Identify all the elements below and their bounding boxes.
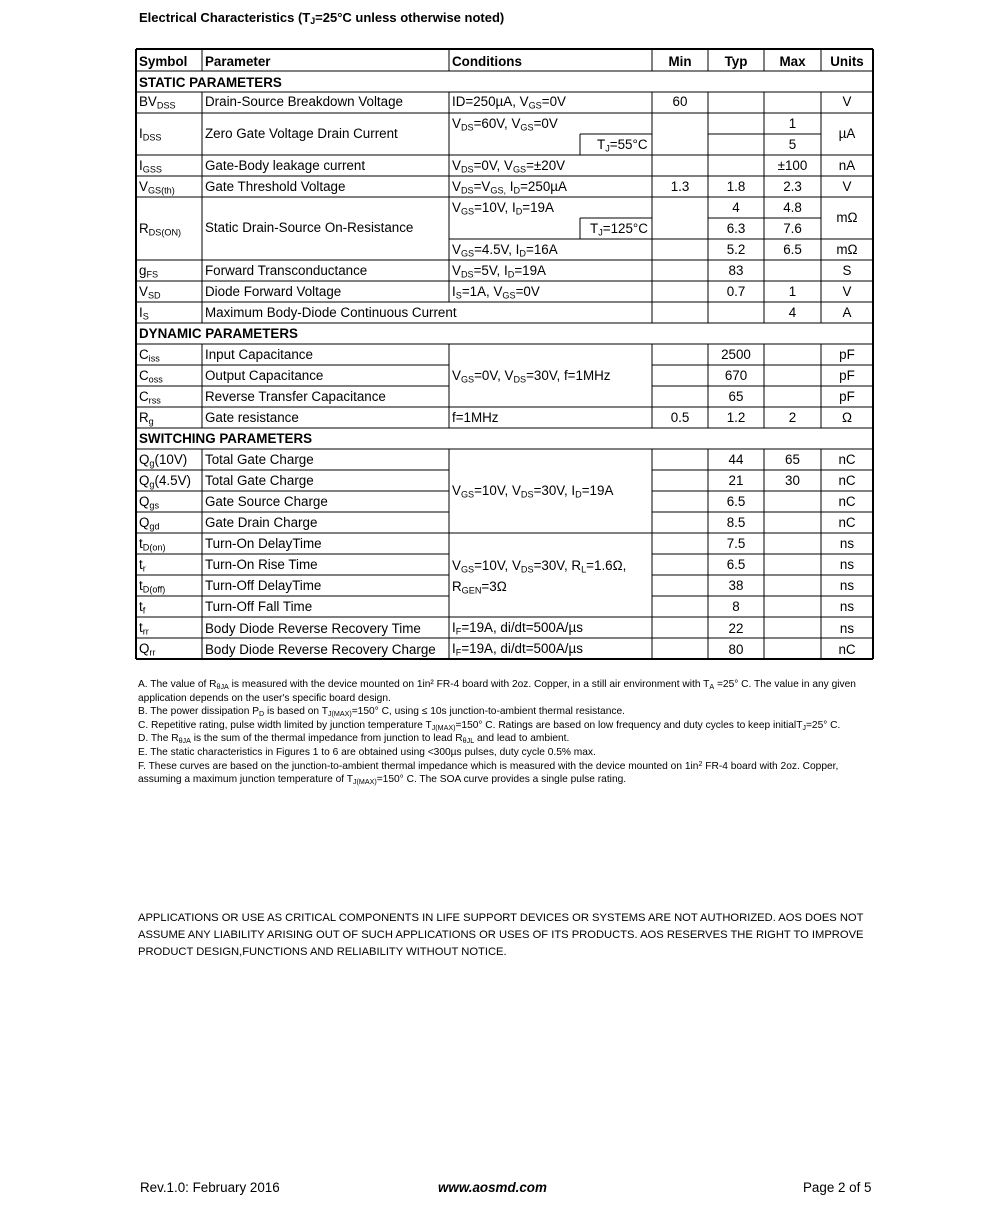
units-tdon: ns [839,536,855,551]
param-igss: Gate-Body leakage current [205,158,366,173]
cond-rdson-1: $V_{GS}=10V$, $I_D=19A$ [452,200,554,217]
note-f: F. These curves are based on the junction-to-ambient thermal impedance which is measured with the device mounted on $1in^2$ FR-4 board with 2oz. Copper, assuming a maximum junction temperature of TJ(MAX)=150° C. The SOA curve provides a single pulse rating. [138,759,839,786]
symbol-rdson: $R_{DS(ON)}$ [139,221,182,238]
typ-qgs: 6.5 [726,494,746,509]
cond-vgsth: $V_{DS}=V_{GS,}$ $I_D=250\mu A$ [452,179,567,196]
param-vgsth: Gate Threshold Voltage [205,179,346,194]
note-b: B. The power dissipation PD is based on TJ(MAX)=150° C, using ≤ 10s junction-to-ambient thermal resistance. [138,706,625,718]
units-rdson-3: mΩ [836,242,858,257]
section-static: STATIC PARAMETERS [139,75,282,90]
max-idss-2: 5 [788,137,797,152]
symbol-tdon: $t_{D(on)}$ [139,536,166,553]
typ-gfs: 83 [728,263,744,278]
cond-switching-1: $V_{GS}=10V$, $V_{DS}=30V$, $R_L=1.6\Omega$, [452,558,627,575]
units-qrr: nC [838,642,856,657]
footnotes [138,678,858,787]
units-crss: pF [839,389,855,404]
param-tdon: Turn-On DelayTime [205,536,322,551]
max-rdson-3: 6.5 [783,242,802,257]
symbol-trr: $t_{rr}$ [139,620,149,637]
units-vsd: V [842,284,852,299]
param-qgs: Gate Source Charge [205,494,328,509]
symbol-qgs: $Q_{gs}$ [139,494,160,511]
param-qg10: Total Gate Charge [205,452,314,467]
param-tdoff: Turn-Off DelayTime [205,578,322,593]
typ-rg: 1.2 [726,410,746,425]
typ-rdson-2: 6.3 [726,221,746,236]
symbol-coss: $C_{oss}$ [139,368,163,385]
typ-tf: 8 [732,599,740,614]
max-igss: ±100 [777,158,808,173]
max-qg10: 65 [785,452,800,467]
note-d: D. The RθJA is the sum of the thermal impedance from junction to lead RθJL and lead to ambient. [138,733,570,746]
param-is: Maximum Body-Diode Continuous Current [205,305,457,320]
col-header-parameter: Parameter [205,54,271,69]
units-is: A [842,305,852,320]
min-rg: 0.5 [670,410,690,425]
param-qrr: Body Diode Reverse Recovery Charge [205,642,436,657]
section-dynamic: DYNAMIC PARAMETERS [139,326,298,341]
typ-rdson-1: 4 [732,200,740,215]
max-is: 4 [788,305,797,320]
symbol-igss: $I_{GSS}$ [139,158,162,175]
param-qg45: Total Gate Charge [205,473,314,488]
cond-rdson-tj: $T_J=125^\circ C$ [590,221,648,238]
cond-idss: $V_{DS}=60V$, $V_{GS}=0V$ [452,116,558,133]
units-idss: µA [838,126,856,141]
typ-qg10: 44 [728,452,744,467]
page-heading: Electrical Characteristics ($T_J=25^\circ C$ unless otherwise noted) [139,10,505,27]
typ-coss: 670 [724,368,748,383]
typ-ciss: 2500 [721,347,751,362]
param-qgd: Gate Drain Charge [205,515,318,530]
symbol-rg: $R_g$ [139,410,154,427]
col-header-max: Max [779,54,806,69]
units-tr: ns [839,557,855,572]
param-bvdss: Drain-Source Breakdown Voltage [205,94,403,109]
param-coss: Output Capacitance [205,368,324,383]
cond-rdson-3: $V_{GS}=4.5V$, $I_D=16A$ [452,242,558,259]
note-e: E. The static characteristics in Figures 1 to 6 are obtained using <300µs pulses, duty cycle 0.5% max. [138,746,596,758]
cond-gfs: $V_{DS}=5V$, $I_D=19A$ [452,263,546,280]
param-vsd: Diode Forward Voltage [205,284,342,299]
symbol-qrr: $Q_{rr}$ [139,641,156,658]
footer-revision: Rev.1.0: February 2016 [140,1180,280,1195]
symbol-vgsth: $V_{GS(th)}$ [139,179,175,196]
typ-qrr: 80 [728,642,744,657]
symbol-is: $I_S$ [139,305,149,322]
note-c: C. Repetitive rating, pulse width limited by junction temperature TJ(MAX)=150° C. Ratings are based on low frequency and duty cycles to keep initialTJ=25° C. [138,719,841,732]
max-qg45: 30 [785,473,800,488]
typ-qgd: 8.5 [726,515,746,530]
symbol-qg45: $Q_g(4.5V)$ [139,473,191,490]
units-rg: Ω [841,410,852,425]
units-igss: nA [838,158,856,173]
cond-dynamic: $V_{GS}=0V$, $V_{DS}=30V$, f=1MHz [452,368,611,385]
min-bvdss: 60 [672,94,688,109]
symbol-tf: $t_f$ [139,599,146,616]
cond-igss: $V_{DS}=0V$, $V_{GS}=\pm 20V$ [452,158,566,175]
typ-tdon: 7.5 [726,536,746,551]
param-ciss: Input Capacitance [205,347,313,362]
typ-vsd: 0.7 [726,284,746,299]
param-tr: Turn-On Rise Time [205,557,318,572]
max-rdson-2: 7.6 [783,221,802,236]
cond-qrr: $I_F=19A$, di/dt=500A/µs [452,641,583,658]
typ-rdson-3: 5.2 [726,242,746,257]
typ-qg45: 21 [728,473,744,488]
units-qg10: nC [838,452,856,467]
param-crss: Reverse Transfer Capacitance [205,389,386,404]
param-trr: Body Diode Reverse Recovery Time [205,621,421,636]
units-qgs: nC [838,494,856,509]
units-qg45: nC [838,473,856,488]
typ-tdoff: 38 [728,578,744,593]
max-vgsth: 2.3 [783,179,802,194]
section-switching: SWITCHING PARAMETERS [139,431,313,446]
note-a: A. The value of RθJA is measured with the device mounted on 1in² FR-4 board with 2oz. Copper, in a still air environment with TA =25° C. The value in any given application depends on the user's specific board design. [138,679,856,704]
units-vgsth: V [842,179,852,194]
col-header-min: Min [668,54,692,69]
units-qgd: nC [838,515,856,530]
cond-rg: f=1MHz [452,410,499,425]
symbol-gfs: $g_{FS}$ [139,263,159,280]
col-header-conditions: Conditions [452,54,522,69]
col-header-symbol: Symbol [139,54,188,69]
units-gfs: S [842,263,852,278]
col-header-units: Units [830,54,864,69]
param-idss: Zero Gate Voltage Drain Current [205,126,398,141]
disclaimer: APPLICATIONS OR USE AS CRITICAL COMPONENTS IN LIFE SUPPORT DEVICES OR SYSTEMS ARE NOT AUTHORIZED. AOS DOES NOT ASSUME ANY LIABILITY ARISING OUT OF SUCH APPLICATIONS OR USES OF ITS PRODUCTS. AOS RESERVES THE RIGHT TO IMPROVE PRODUCT DESIGN,FUNCTIONS AND RELIABILITY WITHOUT NOTICE. [138,912,864,959]
param-rg: Gate resistance [205,410,299,425]
param-tf: Turn-Off Fall Time [205,599,313,614]
cond-gate-charge: $V_{GS}=10V$, $V_{DS}=30V$, $I_D=19A$ [452,483,614,500]
max-rdson-1: 4.8 [783,200,802,215]
units-coss: pF [839,368,855,383]
typ-trr: 22 [728,621,744,636]
symbol-crss: $C_{rss}$ [139,389,161,406]
param-gfs: Forward Transconductance [205,263,368,278]
units-tf: ns [839,599,855,614]
footer-page-number: Page 2 of 5 [803,1180,872,1195]
min-vgsth: 1.3 [670,179,690,194]
symbol-idss: $I_{DSS}$ [139,126,162,143]
units-ciss: pF [839,347,855,362]
symbol-bvdss: $BV_{DSS}$ [139,94,176,111]
footer-website[interactable]: www.aosmd.com [438,1180,547,1195]
cond-trr: $I_F=19A$, di/dt=500A/µs [452,620,583,637]
typ-crss: 65 [728,389,744,404]
typ-tr: 6.5 [726,557,746,572]
max-idss-1: 1 [788,116,797,131]
col-header-typ: Typ [724,54,748,69]
units-tdoff: ns [839,578,855,593]
symbol-qg10: $Q_g(10V)$ [139,452,188,469]
cond-vsd: $I_S=1A$, $V_{GS}=0V$ [452,284,540,301]
symbol-tdoff: $t_{D(off)}$ [139,578,166,595]
symbol-vsd: $V_{SD}$ [139,284,161,301]
units-bvdss: V [842,94,852,109]
param-rdson: Static Drain-Source On-Resistance [205,220,414,235]
units-rdson-12: mΩ [836,210,858,225]
symbol-qgd: $Q_{gd}$ [139,515,160,532]
max-vsd: 1 [788,284,797,299]
cond-idss-tj: $T_J=55^\circ C$ [597,137,648,154]
units-trr: ns [839,621,855,636]
cond-switching-2: $R_{GEN}=3\Omega$ [452,579,507,596]
max-rg: 2 [788,410,797,425]
symbol-ciss: $C_{iss}$ [139,347,160,364]
typ-vgsth: 1.8 [726,179,746,194]
symbol-tr: $t_r$ [139,557,146,574]
cond-bvdss: ID=250µA, $V_{GS}=0V$ [452,94,566,111]
